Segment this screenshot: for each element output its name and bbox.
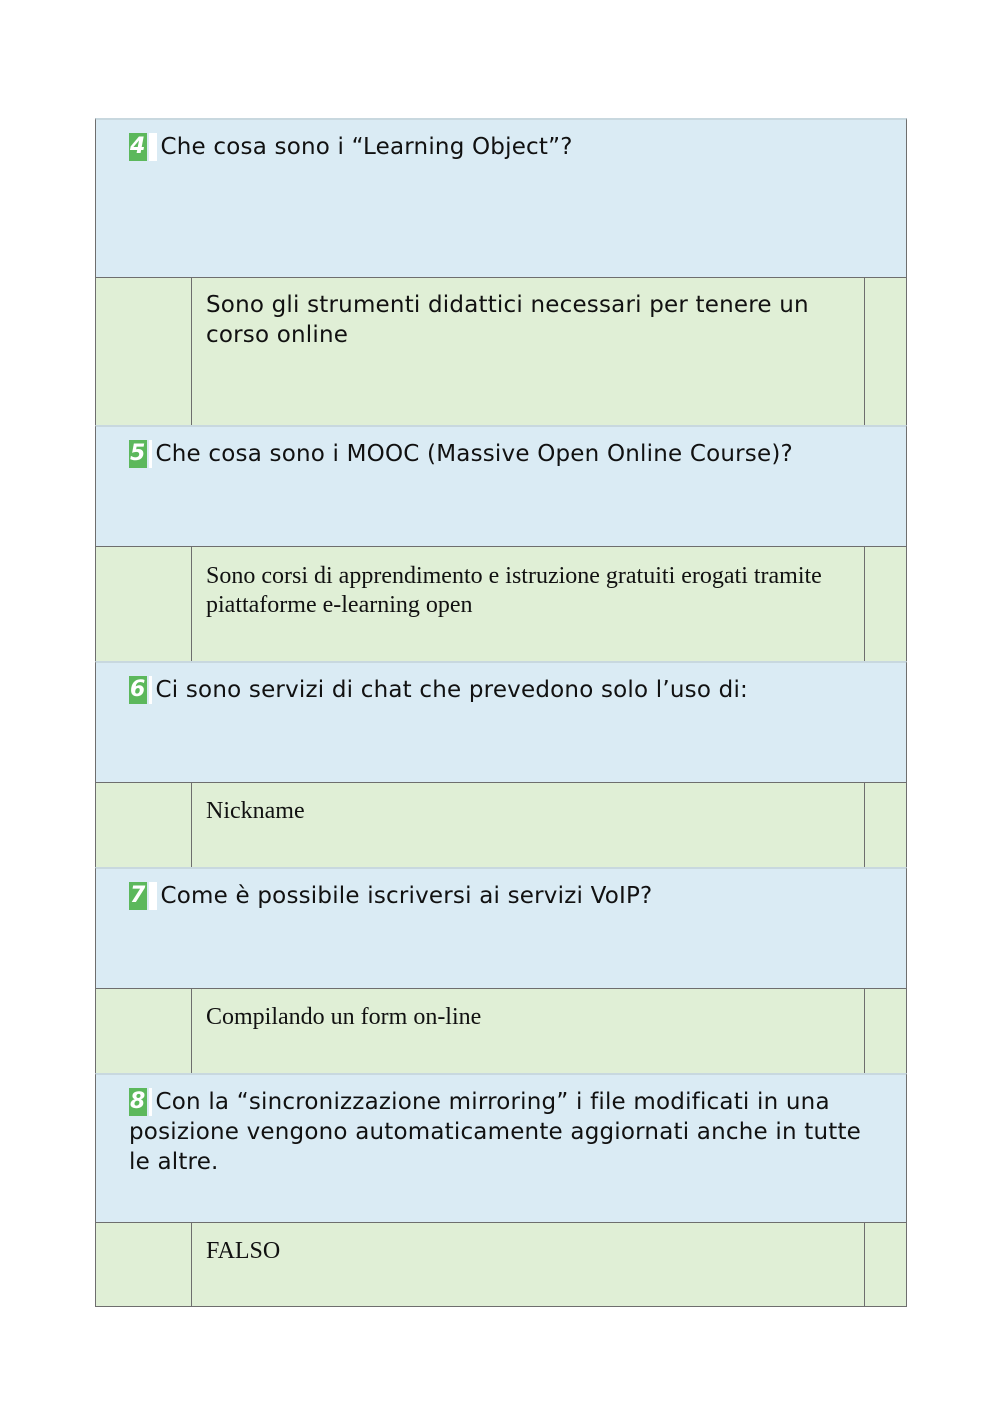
- answer-text: Sono gli strumenti didattici necessari per tenere un corso online: [192, 278, 865, 425]
- question-text: Come è possibile iscriversi ai servizi VoIP?: [160, 883, 653, 909]
- answer-right-cell: [865, 783, 906, 867]
- question-text: Che cosa sono i “Learning Object”?: [160, 134, 573, 160]
- answer-block: [95, 1223, 907, 1307]
- answer-block: [95, 547, 907, 661]
- number-badge-gap: [149, 1088, 152, 1116]
- answer-text: Sono corsi di apprendimento e istruzione gratuiti erogati tramite piattaforme e-learning open: [192, 547, 865, 661]
- question-line: [129, 439, 886, 469]
- number-badge-gap: [149, 882, 157, 910]
- question-text: Con la “sincronizzazione mirroring” i file modificati in una posizione vengono automaticamente aggiornati anche in tutte le altre.: [129, 1089, 862, 1175]
- answer-left-cell: [96, 278, 192, 425]
- question-number-badge: 7: [130, 883, 146, 908]
- answer-right-cell: [865, 547, 906, 661]
- question-number-badge: 8: [130, 1089, 146, 1114]
- answer-text: FALSO: [192, 1223, 865, 1306]
- answer-left-cell: [96, 547, 192, 661]
- question-line: [129, 881, 886, 911]
- question-block: [95, 661, 907, 783]
- number-badge-gap: [149, 440, 152, 468]
- answer-left-cell: [96, 989, 192, 1073]
- answer-right-cell: [865, 278, 906, 425]
- question-number-badge: 5: [130, 441, 146, 466]
- question-block: [95, 867, 907, 989]
- answer-left-cell: [96, 1223, 192, 1306]
- question-line: [129, 132, 886, 162]
- question-block: [95, 118, 907, 278]
- question-block: [95, 425, 907, 547]
- answer-right-cell: [865, 1223, 906, 1306]
- question-text: Che cosa sono i MOOC (Massive Open Online Course)?: [155, 441, 793, 467]
- answer-block: [95, 783, 907, 867]
- number-badge-gap: [149, 133, 157, 161]
- question-text: Ci sono servizi di chat che prevedono solo l’uso di:: [155, 677, 748, 703]
- question-block: [95, 1073, 907, 1223]
- answer-text: Compilando un form on-line: [192, 989, 865, 1073]
- answer-text: Nickname: [192, 783, 865, 867]
- answer-right-cell: [865, 989, 906, 1073]
- question-line: [129, 1087, 886, 1177]
- number-badge-gap: [149, 676, 152, 704]
- answer-left-cell: [96, 783, 192, 867]
- answer-block: [95, 278, 907, 425]
- answer-block: [95, 989, 907, 1073]
- question-number-badge: 4: [130, 134, 146, 159]
- quiz-sheet: [95, 118, 907, 1307]
- question-number-badge: 6: [130, 677, 146, 702]
- question-line: [129, 675, 886, 705]
